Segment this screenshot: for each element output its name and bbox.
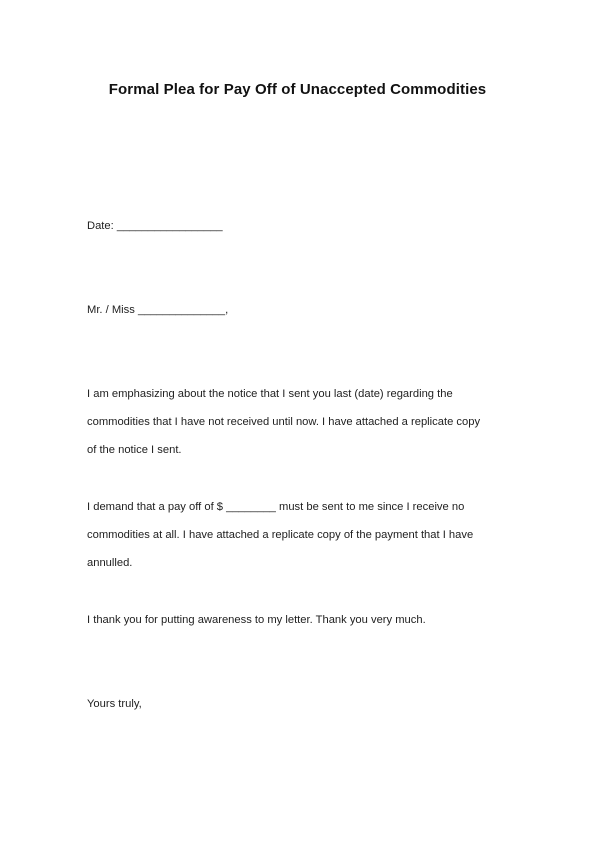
paragraph-2-line-2: commodities at all. I have attached a replicate copy of the payment that I have: [87, 529, 474, 541]
salutation-line: Mr. / Miss ______________,: [87, 304, 229, 316]
closing-line: Yours truly,: [87, 698, 142, 710]
paragraph-2-line-3: annulled.: [87, 557, 133, 569]
paragraph-2-line-1: I demand that a pay off of $ ________ must be sent to me since I receive no: [87, 501, 465, 513]
paragraph-1-line-1: I am emphasizing about the notice that I sent you last (date) regarding the: [87, 388, 453, 400]
document-title: Formal Plea for Pay Off of Unaccepted Commodities: [108, 81, 487, 98]
paragraph-1-line-3: of the notice I sent.: [87, 444, 182, 456]
date-line: Date: _________________: [87, 220, 223, 232]
paragraph-3-line-1: I thank you for putting awareness to my letter. Thank you very much.: [87, 614, 426, 626]
paragraph-1-line-2: commodities that I have not received until now. I have attached a replicate copy: [87, 416, 481, 428]
